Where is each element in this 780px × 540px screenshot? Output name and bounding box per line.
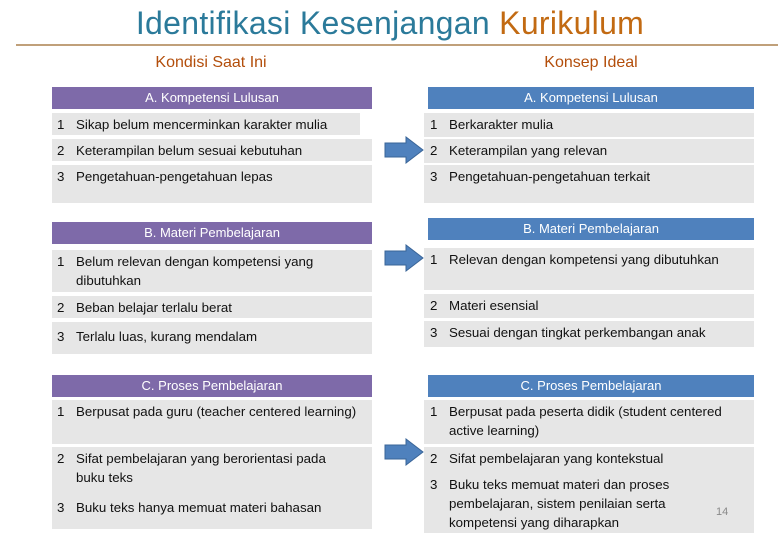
left-section-c-item-3 — [52, 496, 372, 520]
item-text: Buku teks memuat materi dan proses pembelajaran, sistem penilaian serta kompetensi yang diharapkan — [449, 477, 670, 530]
left-section-a-header: A. Kompetensi Lulusan — [52, 87, 372, 109]
left-column-heading: Kondisi Saat Ini — [155, 54, 267, 71]
page-number: 14 — [716, 506, 729, 518]
item-number: 3 — [430, 477, 438, 492]
right-section-c-item-3 — [424, 475, 702, 532]
right-section-b-item-2 — [424, 294, 754, 318]
item-number: 2 — [430, 451, 438, 466]
right-arrow-icon — [384, 438, 424, 466]
item-text: Berpusat pada guru (teacher centered learning) — [76, 404, 357, 419]
right-section-a-item-1 — [424, 113, 754, 137]
left-section-a-item-3 — [52, 165, 372, 203]
item-text: Keterampilan belum sesuai kebutuhan — [76, 143, 303, 158]
item-number: 3 — [57, 500, 65, 515]
left-section-c-item-1 — [52, 400, 372, 444]
right-section-c-item-1 — [424, 400, 754, 444]
item-text: Pengetahuan-pengetahuan lepas — [76, 169, 273, 184]
item-number: 2 — [57, 451, 65, 466]
title-part-1: Identifikasi Kesenjangan — [135, 5, 490, 41]
item-text: Sikap belum mencerminkan karakter mulia — [76, 117, 328, 132]
item-text: Pengetahuan-pengetahuan terkait — [449, 169, 651, 184]
item-text: Relevan dengan kompetensi yang dibutuhkan — [449, 252, 719, 267]
left-section-b-header: B. Materi Pembelajaran — [52, 222, 372, 244]
right-section-c-header: C. Proses Pembelajaran — [428, 375, 754, 397]
right-column-heading: Konsep Ideal — [544, 54, 638, 71]
item-number: 2 — [57, 300, 65, 315]
right-section-b-header: B. Materi Pembelajaran — [428, 218, 754, 240]
right-section-b-item-1 — [424, 248, 754, 290]
item-text: Beban belajar terlalu berat — [76, 300, 232, 315]
item-number: 1 — [430, 252, 438, 267]
item-number: 2 — [430, 298, 438, 313]
right-section-b-item-3 — [424, 321, 754, 347]
item-number: 1 — [57, 404, 65, 419]
left-section-a-item-1 — [52, 113, 360, 135]
title-part-2: Kurikulum — [499, 5, 645, 41]
left-section-c-header: C. Proses Pembelajaran — [52, 375, 372, 397]
item-number: 1 — [57, 117, 65, 132]
left-section-b-item-1 — [52, 250, 372, 292]
item-text: Keterampilan yang relevan — [449, 143, 608, 158]
slide-title — [0, 2, 780, 44]
item-number: 2 — [57, 143, 65, 158]
left-section-b-item-2 — [52, 296, 372, 318]
item-text: Buku teks hanya memuat materi bahasan — [76, 500, 322, 515]
item-number: 2 — [430, 143, 438, 158]
item-number: 3 — [430, 325, 438, 340]
right-section-a-item-2 — [424, 139, 754, 163]
title-divider — [16, 44, 778, 46]
item-text: Belum relevan dengan kompetensi yang dibutuhkan — [76, 254, 314, 288]
left-section-a-item-2 — [52, 139, 372, 161]
right-section-a-header: A. Kompetensi Lulusan — [428, 87, 754, 109]
left-section-b-item-3 — [52, 322, 372, 354]
item-number: 3 — [57, 329, 65, 344]
item-number: 1 — [57, 254, 65, 269]
right-arrow-icon — [384, 136, 424, 164]
item-number: 1 — [430, 117, 438, 132]
item-text: Materi esensial — [449, 298, 539, 313]
right-section-c-item-2 — [424, 449, 663, 468]
item-number: 1 — [430, 404, 438, 419]
item-text: Berpusat pada peserta didik (student centered active learning) — [449, 404, 722, 438]
right-section-a-item-3 — [424, 165, 754, 203]
right-section-c-items-2-3 — [424, 447, 754, 533]
right-arrow-icon — [384, 244, 424, 272]
item-number: 3 — [430, 169, 438, 184]
item-text: Sifat pembelajaran yang berorientasi pada buku teks — [76, 451, 326, 485]
item-text: Berkarakter mulia — [449, 117, 554, 132]
item-text: Sifat pembelajaran yang kontekstual — [449, 451, 664, 466]
item-text: Terlalu luas, kurang mendalam — [76, 329, 258, 344]
item-text: Sesuai dengan tingkat perkembangan anak — [449, 325, 706, 340]
item-number: 3 — [57, 169, 65, 184]
